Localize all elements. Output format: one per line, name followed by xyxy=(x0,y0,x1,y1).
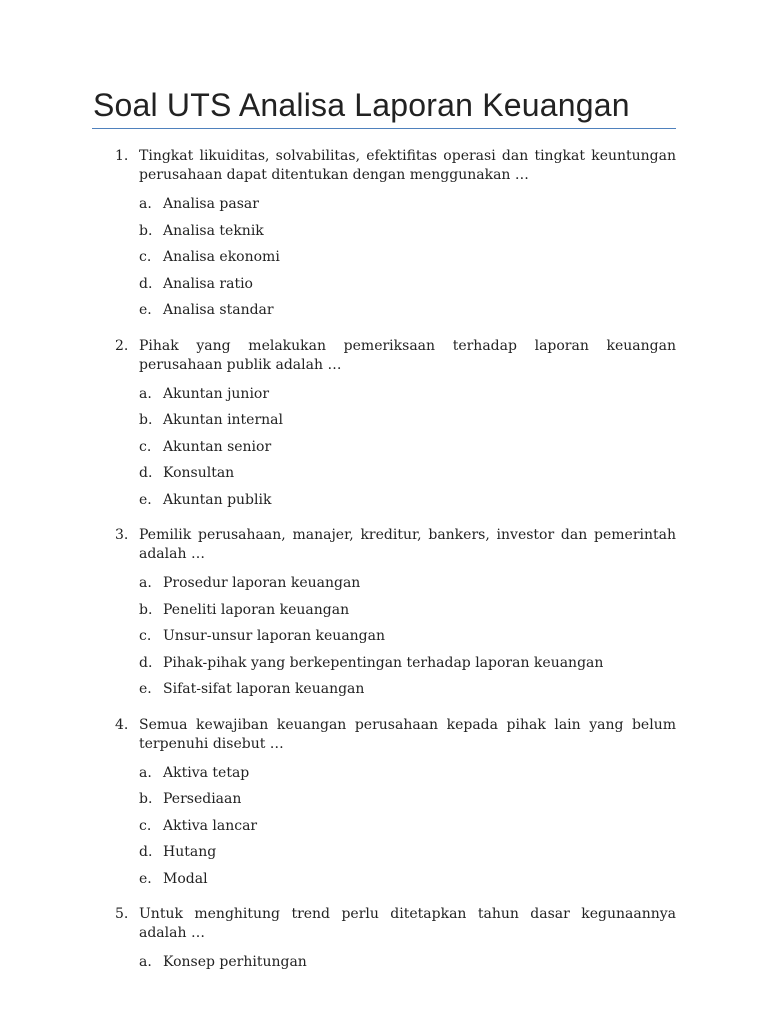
question-item xyxy=(93,337,676,518)
answer-option xyxy=(93,411,676,438)
question-text: Tingkat likuiditas, solvabilitas, efektifitas operasi dan tingkat keuntungan perusahaan dapat ditentukan dengan menggunakan … xyxy=(139,148,676,183)
question-number: 5. xyxy=(115,906,129,922)
option-text: Analisa standar xyxy=(163,302,274,318)
question-text: Pemilik perusahaan, manajer, kreditur, bankers, investor dan pemerintah adalah … xyxy=(139,527,676,562)
option-text: Pihak-pihak yang berkepentingan terhadap laporan keuangan xyxy=(163,654,604,671)
answer-option xyxy=(93,654,676,681)
question-number: 1. xyxy=(115,148,129,164)
option-text: Konsultan xyxy=(163,465,235,481)
question-item xyxy=(93,526,676,707)
option-letter: b. xyxy=(139,791,153,807)
option-text: Persediaan xyxy=(163,791,242,807)
option-letter: a. xyxy=(139,764,152,781)
option-letter: a. xyxy=(139,575,152,591)
answer-option xyxy=(93,222,676,249)
option-letter: c. xyxy=(139,817,152,834)
option-letter: d. xyxy=(139,654,153,671)
option-letter: c. xyxy=(139,249,152,265)
option-letter: e. xyxy=(139,491,152,508)
answer-option xyxy=(93,817,676,844)
option-letter: b. xyxy=(139,222,153,239)
option-list xyxy=(93,385,676,518)
question-item xyxy=(93,905,676,980)
option-text: Akuntan internal xyxy=(163,412,284,428)
answer-option xyxy=(93,438,676,465)
answer-option xyxy=(93,790,676,817)
title-underline xyxy=(92,128,676,129)
option-letter: a. xyxy=(139,954,152,970)
option-text: Konsep perhitungan xyxy=(163,954,307,970)
answer-option xyxy=(93,248,676,275)
answer-option xyxy=(93,491,676,518)
option-text: Analisa ratio xyxy=(163,275,253,292)
question-text: Untuk menghitung trend perlu ditetapkan tahun dasar kegunaannya adalah … xyxy=(139,906,676,941)
answer-option xyxy=(93,601,676,628)
answer-option xyxy=(93,195,676,222)
answer-option xyxy=(93,627,676,654)
answer-option xyxy=(93,385,676,412)
option-letter: d. xyxy=(139,465,153,481)
page-title: Soal UTS Analisa Laporan Keuangan xyxy=(93,87,630,123)
option-text: Aktiva tetap xyxy=(163,764,250,781)
answer-option xyxy=(93,574,676,601)
option-letter: e. xyxy=(139,681,152,697)
question-number: 4. xyxy=(115,716,129,733)
option-text: Analisa teknik xyxy=(163,222,264,239)
option-text: Akuntan senior xyxy=(163,438,272,455)
option-letter: d. xyxy=(139,275,153,292)
question-item xyxy=(93,716,676,897)
question-text: Semua kewajiban keuangan perusahaan kepada pihak lain yang belum terpenuhi disebut … xyxy=(139,716,676,752)
option-text: Peneliti laporan keuangan xyxy=(163,601,350,618)
option-text: Akuntan junior xyxy=(163,385,270,402)
answer-option xyxy=(93,464,676,491)
option-text: Modal xyxy=(163,870,208,887)
option-text: Aktiva lancar xyxy=(163,817,258,834)
answer-option xyxy=(93,870,676,897)
question-number: 2. xyxy=(115,337,129,354)
option-letter: c. xyxy=(139,628,152,644)
answer-option xyxy=(93,843,676,870)
option-letter: a. xyxy=(139,196,152,212)
answer-option xyxy=(93,680,676,707)
option-text: Hutang xyxy=(163,844,217,860)
option-letter: e. xyxy=(139,302,152,318)
option-text: Prosedur laporan keuangan xyxy=(163,575,361,591)
question-list xyxy=(93,147,676,989)
option-letter: c. xyxy=(139,438,152,455)
option-text: Akuntan publik xyxy=(163,491,272,508)
option-list xyxy=(93,764,676,897)
option-letter: d. xyxy=(139,844,153,860)
answer-option xyxy=(93,764,676,791)
option-letter: e. xyxy=(139,870,152,887)
answer-option xyxy=(93,275,676,302)
option-list xyxy=(93,953,676,980)
option-text: Analisa pasar xyxy=(163,196,259,212)
option-list xyxy=(93,574,676,707)
option-text: Unsur-unsur laporan keuangan xyxy=(163,628,386,644)
question-item xyxy=(93,147,676,328)
option-list xyxy=(93,195,676,328)
question-text: Pihak yang melakukan pemeriksaan terhadap laporan keuangan perusahaan publik adalah … xyxy=(139,337,676,373)
option-letter: a. xyxy=(139,385,152,402)
answer-option xyxy=(93,953,676,980)
option-text: Sifat-sifat laporan keuangan xyxy=(163,681,365,697)
answer-option xyxy=(93,301,676,328)
option-letter: b. xyxy=(139,601,153,618)
option-text: Analisa ekonomi xyxy=(163,249,280,265)
question-number: 3. xyxy=(115,527,129,543)
option-letter: b. xyxy=(139,412,153,428)
